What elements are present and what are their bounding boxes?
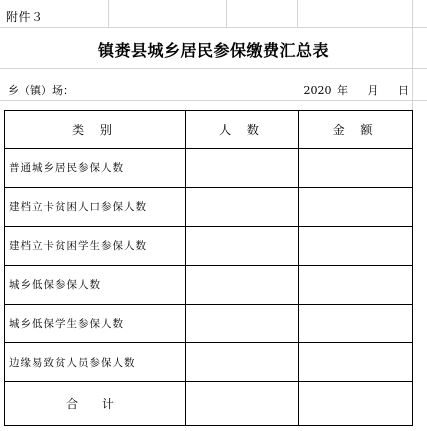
amount-cell[interactable] xyxy=(299,187,413,226)
date-year-unit: 年 xyxy=(337,84,348,97)
date-line xyxy=(304,82,410,98)
amount-cell[interactable] xyxy=(299,149,413,188)
row-category: 普通城乡居民参保人数 xyxy=(5,149,186,188)
grid-line xyxy=(0,68,427,69)
grid-line xyxy=(0,27,427,28)
row-category: 建档立卡贫困人口参保人数 xyxy=(5,187,186,226)
summary-table xyxy=(4,110,413,426)
header-count: 人 数 xyxy=(186,111,299,149)
grid-line xyxy=(297,0,298,27)
row-category: 城乡低保学生参保人数 xyxy=(5,304,186,343)
date-day-unit: 日 xyxy=(398,84,409,97)
total-label: 合 计 xyxy=(5,382,186,426)
date-year: 2020 xyxy=(303,84,332,97)
count-cell[interactable] xyxy=(186,149,299,188)
total-amount-cell[interactable] xyxy=(299,382,413,426)
grid-line xyxy=(226,0,227,27)
count-cell[interactable] xyxy=(186,187,299,226)
header-amount: 金 额 xyxy=(299,111,413,149)
table-row xyxy=(5,149,413,188)
total-count-cell[interactable] xyxy=(186,382,299,426)
date-month-unit: 月 xyxy=(367,84,379,97)
amount-cell[interactable] xyxy=(299,343,413,382)
count-cell[interactable] xyxy=(186,226,299,265)
count-cell[interactable] xyxy=(186,343,299,382)
table-row xyxy=(5,226,413,265)
header-category: 类 别 xyxy=(5,111,186,149)
table-row xyxy=(5,304,413,343)
row-category: 建档立卡贫困学生参保人数 xyxy=(5,226,186,265)
page-title: 镇赉县城乡居民参保缴费汇总表 xyxy=(97,41,329,60)
amount-cell[interactable] xyxy=(299,304,413,343)
count-cell[interactable] xyxy=(186,265,299,304)
table-total-row xyxy=(5,382,413,426)
town-label: 乡（镇）场： xyxy=(8,84,74,97)
grid-line xyxy=(108,0,109,27)
amount-cell[interactable] xyxy=(299,226,413,265)
amount-cell[interactable] xyxy=(299,265,413,304)
attachment-label: 附件３ xyxy=(6,10,44,24)
table-row xyxy=(5,265,413,304)
row-category: 边缘易致贫人员参保人数 xyxy=(5,343,186,382)
table-row xyxy=(5,187,413,226)
table-header-row xyxy=(5,111,413,149)
row-category: 城乡低保参保人数 xyxy=(5,265,186,304)
count-cell[interactable] xyxy=(186,304,299,343)
grid-line xyxy=(0,100,427,101)
table-row xyxy=(5,343,413,382)
